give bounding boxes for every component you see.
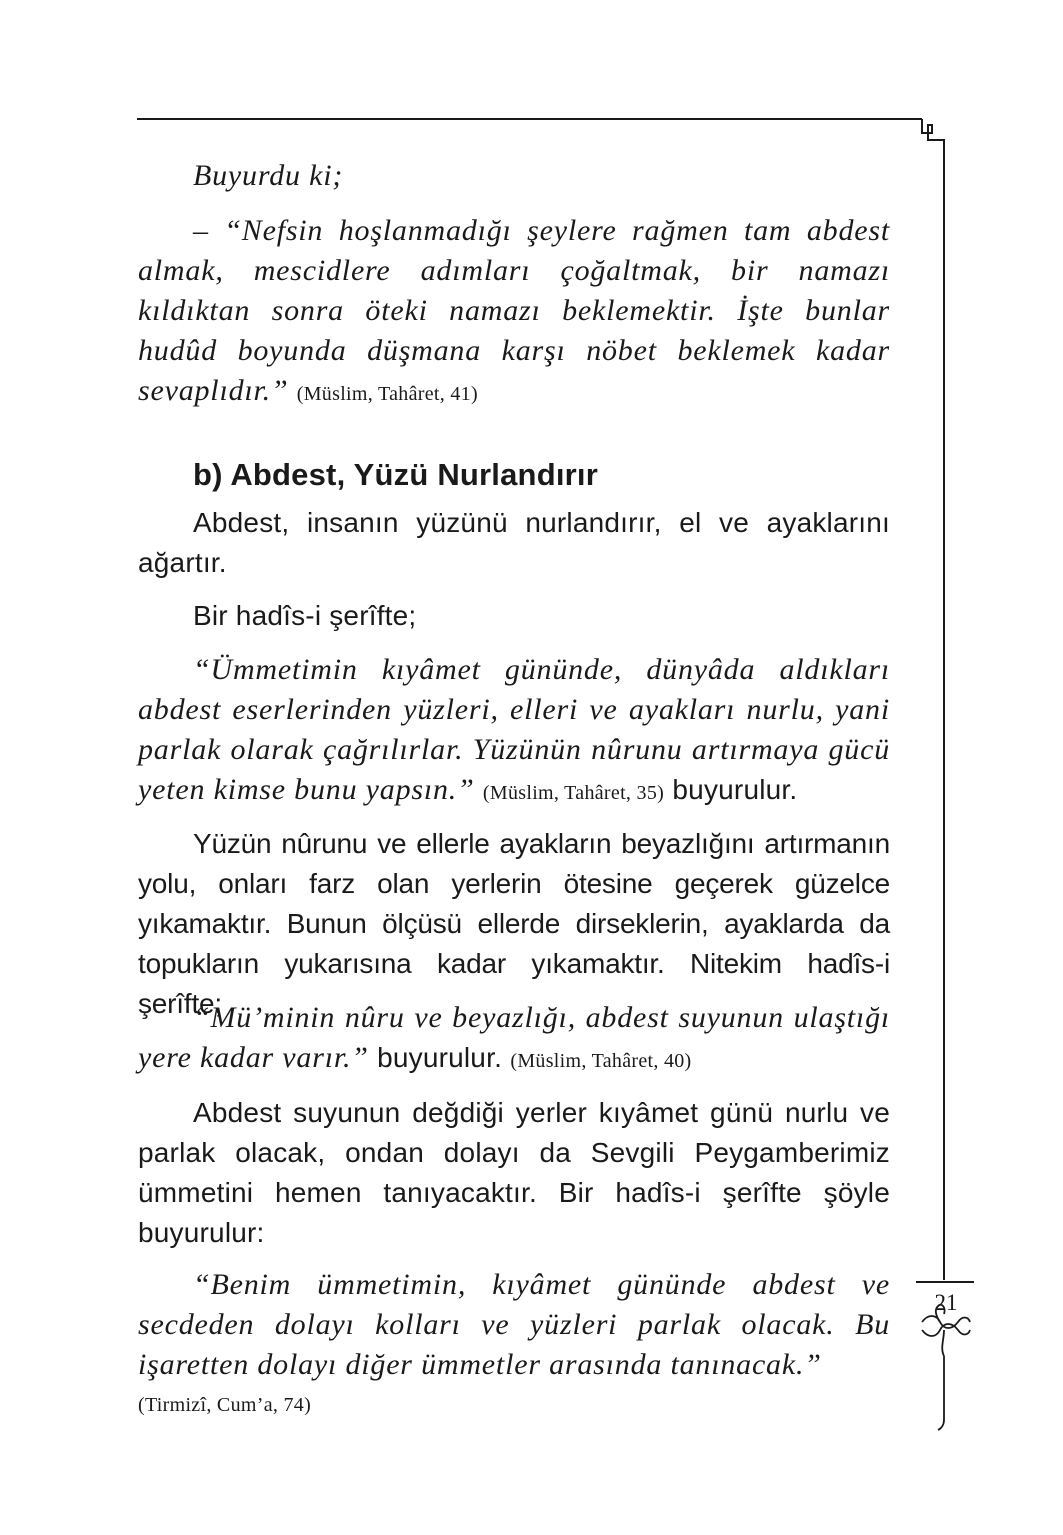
hadith-quote-1 [138, 211, 890, 414]
hadith-quote-2 [138, 650, 890, 813]
quote-block-2 [138, 650, 890, 813]
section-heading: b) Abdest, Yüzü Nurlandırır [193, 457, 598, 492]
quote-block-1 [138, 211, 890, 414]
paragraph-ummet-recognition: Abdest suyunun değdiği yerler kıyâmet günü nurlu ve parlak olacak, ondan dolayı da Sevgili Peygamberimiz ümmetini hemen tanıyacaktır. Bir hadîs-i şerîfte şöyle buyurulur: [138, 1097, 890, 1248]
quote-block-3 [138, 998, 890, 1081]
corner-ornament-icon [922, 119, 944, 148]
paragraph-block-3 [138, 824, 890, 1024]
paragraph-block-1 [138, 503, 890, 583]
section-heading-block [138, 455, 890, 495]
page-number: 21 [934, 1290, 958, 1315]
quote-block-4 [138, 1265, 890, 1425]
paragraph-nur-explanation: Yüzün nûrunu ve ellerle ayakların beyazlığını artırmanın yolu, onları farz olan yerlerin ötesine geçerek güzelce yıkamaktır. Bunun ölçüsü ellerde dirseklerin, ayaklarda da topukların yukarısına kadar yıkamaktır. Nitekim hadîs-i şerîfte; [138, 828, 890, 1019]
citation-4: (Tirmizî, Cum’a, 74) [138, 1394, 312, 1416]
body-text-upper [138, 156, 890, 196]
quote-2-tail: buyurulur. [672, 774, 798, 805]
citation-1: (Müslim, Tahâret, 41) [296, 383, 478, 405]
paragraph-abdest-intro: Abdest, insanın yüzünü nurlandırır, el ve ayaklarını ağartır. [138, 507, 890, 578]
citation-2: (Müslim, Tahâret, 35) [482, 782, 665, 804]
paragraph-block-2 [138, 596, 890, 636]
quote-3-tail: buyurulur. [377, 1042, 503, 1073]
paragraph-block-4 [138, 1093, 890, 1253]
hadith-quote-3 [138, 998, 890, 1081]
quote-2-text: “Ümmetimin kıyâmet gününde, dünyâda aldıkları abdest eserlerinden yüzleri, elleri ve ayakları nurlu, yani parlak olarak çağrılırlar. Yüzünün nûrunu artırmaya gücü yeten kimse bunu yapsın.” [138, 653, 890, 806]
hadith-quote-4: “Benim ümmetimin, kıyâmet gününde abdest ve secdeden dolayı kolları ve yüzleri parlak olacak. Bu işaretten dolayı diğer ümmetler arasında tanınacak.” [138, 1268, 890, 1381]
citation-3: (Müslim, Tahâret, 40) [510, 1050, 692, 1072]
quote-3-text: “Mü’minin nûru ve beyazlığı, abdest suyunun ulaştığı yere kadar varır.” [138, 1001, 890, 1074]
paragraph-hadis-intro: Bir hadîs-i şerîfte; [193, 600, 417, 631]
intro-line: Buyurdu ki; [193, 159, 344, 192]
quote-1-text: – “Nefsin hoşlanmadığı şeylere rağmen tam abdest almak, mescidlere adımları çoğaltmak, bir namazı kıldıktan sonra öteki namazı beklemektir. İşte bunlar hudûd boyunda düşmana karşı nöbet beklemek kadar sevaplıdır.” [138, 214, 890, 407]
flourish-icon [922, 1305, 970, 1430]
